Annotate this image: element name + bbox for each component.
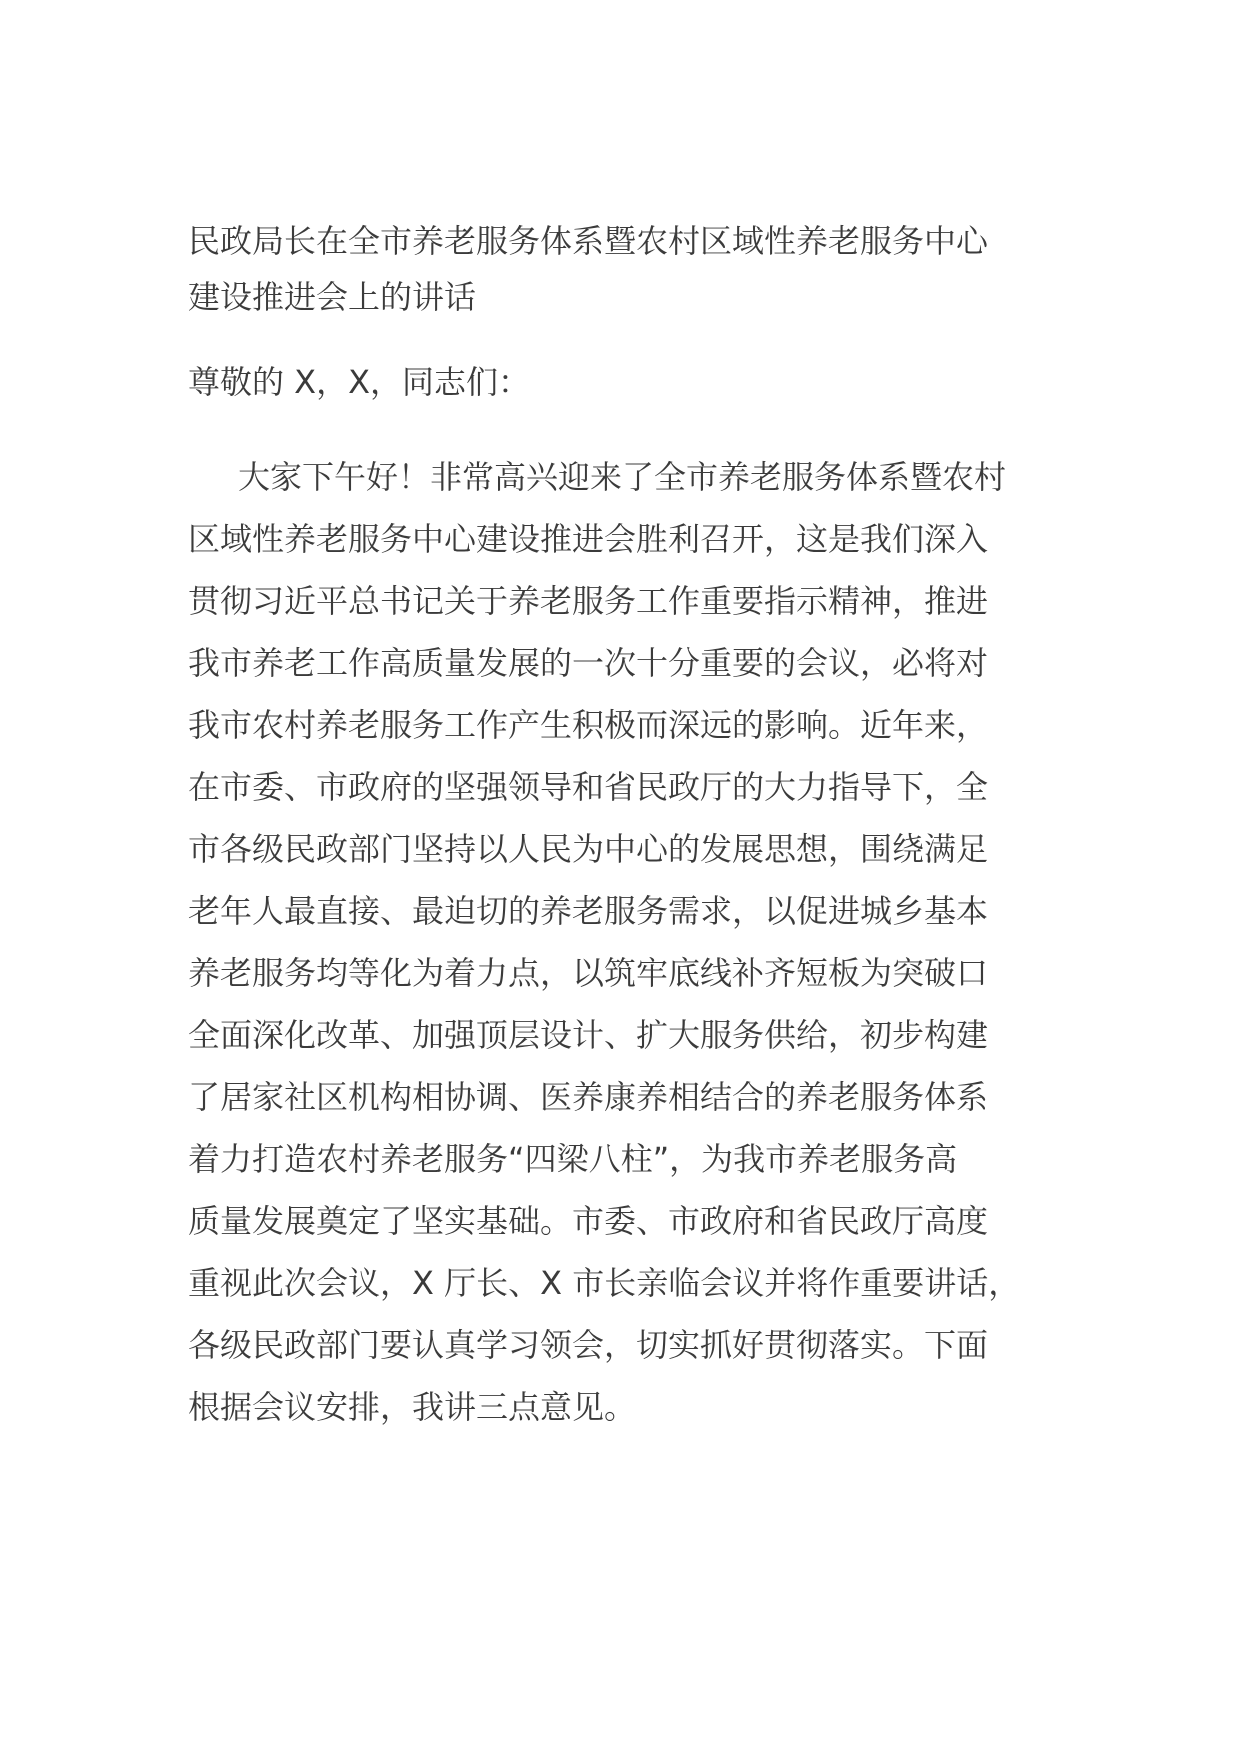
paragraph-line: 了居家社区机构相协调、医养康养相结合的养老服务体系: [188, 1078, 989, 1116]
paragraph-line: 区域性养老服务中心建设推进会胜利召开，这是我们深入: [188, 520, 989, 558]
paragraph-line: 我市农村养老服务工作产生积极而深远的影响。近年来，: [188, 706, 989, 744]
title-line: 建设推进会上的讲话: [188, 278, 477, 316]
paragraph-line: 老年人最直接、最迫切的养老服务需求，以促进城乡基本: [188, 892, 989, 930]
paragraph-line: 贯彻习近平总书记关于养老服务工作重要指示精神，推进: [188, 582, 989, 620]
paragraph-line: 着力打造农村养老服务“四梁八柱”，为我市养老服务高: [188, 1140, 958, 1178]
paragraph-line: 我市养老工作高质量发展的一次十分重要的会议，必将对: [188, 644, 989, 682]
paragraph-line: 各级民政部门要认真学习领会，切实抓好贯彻落实。下面: [188, 1326, 989, 1364]
paragraph-line: 重视此次会议，X 厅长、X 市长亲临会议并将作重要讲话，: [188, 1264, 1021, 1302]
speech-body-paragraph: [188, 446, 1068, 1438]
paragraph-line: 大家下午好！非常高兴迎来了全市养老服务体系暨农村: [238, 458, 1007, 496]
paragraph-line: 根据会议安排，我讲三点意见。: [188, 1388, 637, 1426]
document-title: [188, 213, 1088, 325]
paragraph-line: 市各级民政部门坚持以人民为中心的发展思想，围绕满足: [188, 830, 989, 868]
paragraph-line: 养老服务均等化为着力点，以筑牢底线补齐短板为突破口: [188, 954, 989, 992]
salutation: 尊敬的 X，X，同志们：: [188, 363, 531, 401]
paragraph-line: 在市委、市政府的坚强领导和省民政厅的大力指导下，全: [188, 768, 989, 806]
paragraph-line: 质量发展奠定了坚实基础。市委、市政府和省民政厅高度: [188, 1202, 989, 1240]
paragraph-line: 全面深化改革、加强顶层设计、扩大服务供给，初步构建: [188, 1016, 989, 1054]
title-line: 民政局长在全市养老服务体系暨农村区域性养老服务中心: [188, 222, 989, 260]
